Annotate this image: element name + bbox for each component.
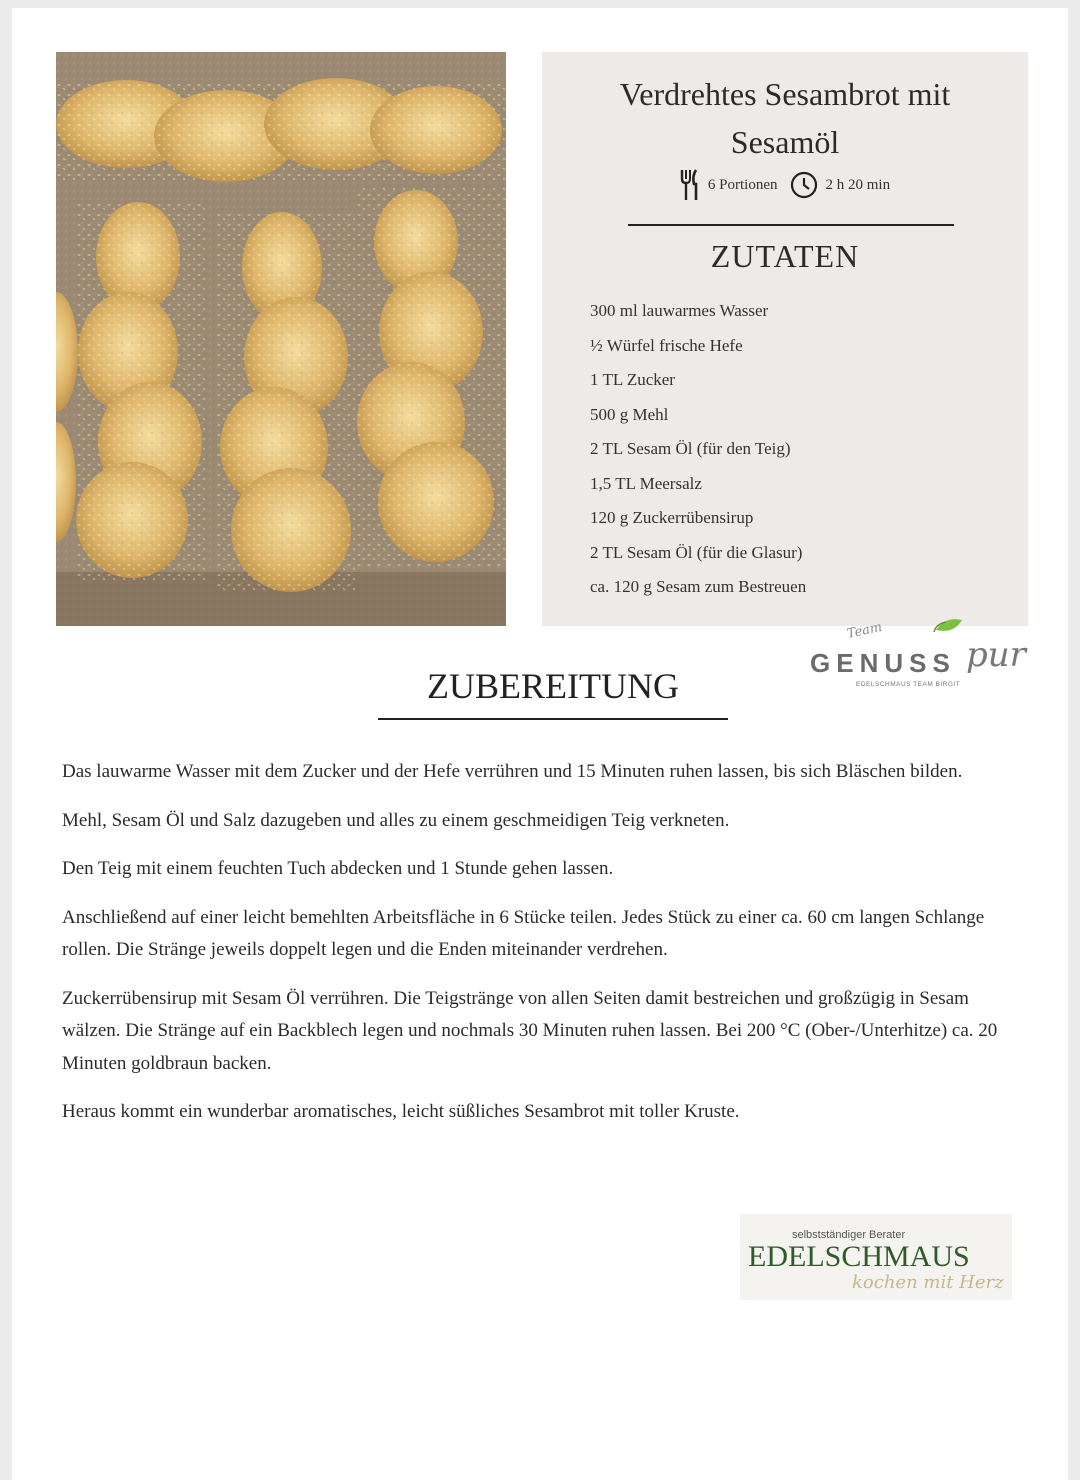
ingredients-heading: ZUTATEN: [710, 238, 860, 274]
preparation-steps: [62, 756, 1022, 1145]
team-sub: EDELSCHMAUS TEAM BIRGIT: [856, 681, 961, 688]
recipe-meta: [542, 168, 1028, 202]
team-genuss-logo: [808, 608, 1028, 698]
ingredient-item: 2 TL Sesam Öl (für den Teig): [590, 439, 791, 458]
step-paragraph: Zuckerrübensirup mit Sesam Öl verrühren. Die Teigstränge von allen Seiten damit bestreichen und großzügig in Sesam wälzen. Die Stränge auf ein Backblech legen und nochmals 30 Minuten ruhen lassen. Bei 200 °C (Ober-/Unterhitze) ca. 20 Minuten goldbraun backen.: [62, 987, 998, 1074]
brand-name: EDELSCHMAUS: [748, 1240, 970, 1273]
preparation-heading: ZUBEREITUNG: [427, 666, 679, 706]
ingredient-item: 120 g Zuckerrübensirup: [590, 508, 754, 527]
time-label: 2 h 20 min: [825, 176, 891, 193]
ingredient-item: 1 TL Zucker: [590, 370, 675, 389]
step-paragraph: Den Teig mit einem feuchten Tuch abdecken und 1 Stunde gehen lassen.: [62, 858, 614, 879]
step-paragraph: Mehl, Sesam Öl und Salz dazugeben und alles zu einem geschmeidigen Teig verkneten.: [62, 809, 730, 831]
brand-top: selbstständiger Berater: [792, 1229, 906, 1241]
genuss-word: GENUSS: [810, 648, 956, 678]
recipe-page: [12, 8, 1068, 1480]
bread-photo-illustration: [56, 52, 506, 626]
ingredient-item: ca. 120 g Sesam zum Bestreuen: [590, 577, 807, 596]
preparation-divider: [378, 718, 728, 720]
ingredient-item: ½ Würfel frische Hefe: [590, 335, 743, 355]
pur-script: pur: [966, 635, 1026, 675]
recipe-card: [542, 52, 1028, 626]
recipe-title: Verdrehtes Sesambrot mit Sesamöl: [619, 76, 951, 160]
team-script: Team: [845, 619, 884, 642]
step-paragraph: Heraus kommt ein wunderbar aromatisches, leicht süßliches Sesambrot mit toller Kruste.: [62, 1101, 740, 1122]
bread-photo: [56, 52, 506, 626]
brand-tagline: kochen mit Herz: [852, 1272, 1004, 1293]
ingredient-item: 2 TL Sesam Öl (für die Glasur): [590, 542, 803, 562]
fork-knife-icon: [680, 168, 700, 202]
ingredient-item: 500 g Mehl: [590, 404, 669, 424]
team-genuss-logo-graphic: [808, 608, 1028, 698]
edelschmaus-logo-graphic: [740, 1214, 1012, 1300]
step-paragraph: Das lauwarme Wasser mit dem Zucker und der Hefe verrühren und 15 Minuten ruhen lassen, bis sich Bläschen bilden.: [62, 761, 963, 782]
ingredients-list: [590, 294, 806, 605]
time-info: [790, 171, 891, 199]
ingredient-item: 300 ml lauwarmes Wasser: [590, 301, 769, 320]
step-paragraph: Anschließend auf einer leicht bemehlten Arbeitsfläche in 6 Stücke teilen. Jedes Stück zu einer ca. 60 cm langen Schlange rollen. Die Stränge jeweils doppelt legen und die Enden miteinander verdrehen.: [62, 906, 985, 960]
ingredient-item: 1,5 TL Meersalz: [590, 473, 702, 493]
card-divider: [628, 224, 954, 226]
portions-info: [680, 168, 778, 202]
edelschmaus-logo: [740, 1214, 1012, 1300]
clock-icon: [790, 171, 818, 199]
portions-label: 6 Portionen: [707, 176, 778, 193]
